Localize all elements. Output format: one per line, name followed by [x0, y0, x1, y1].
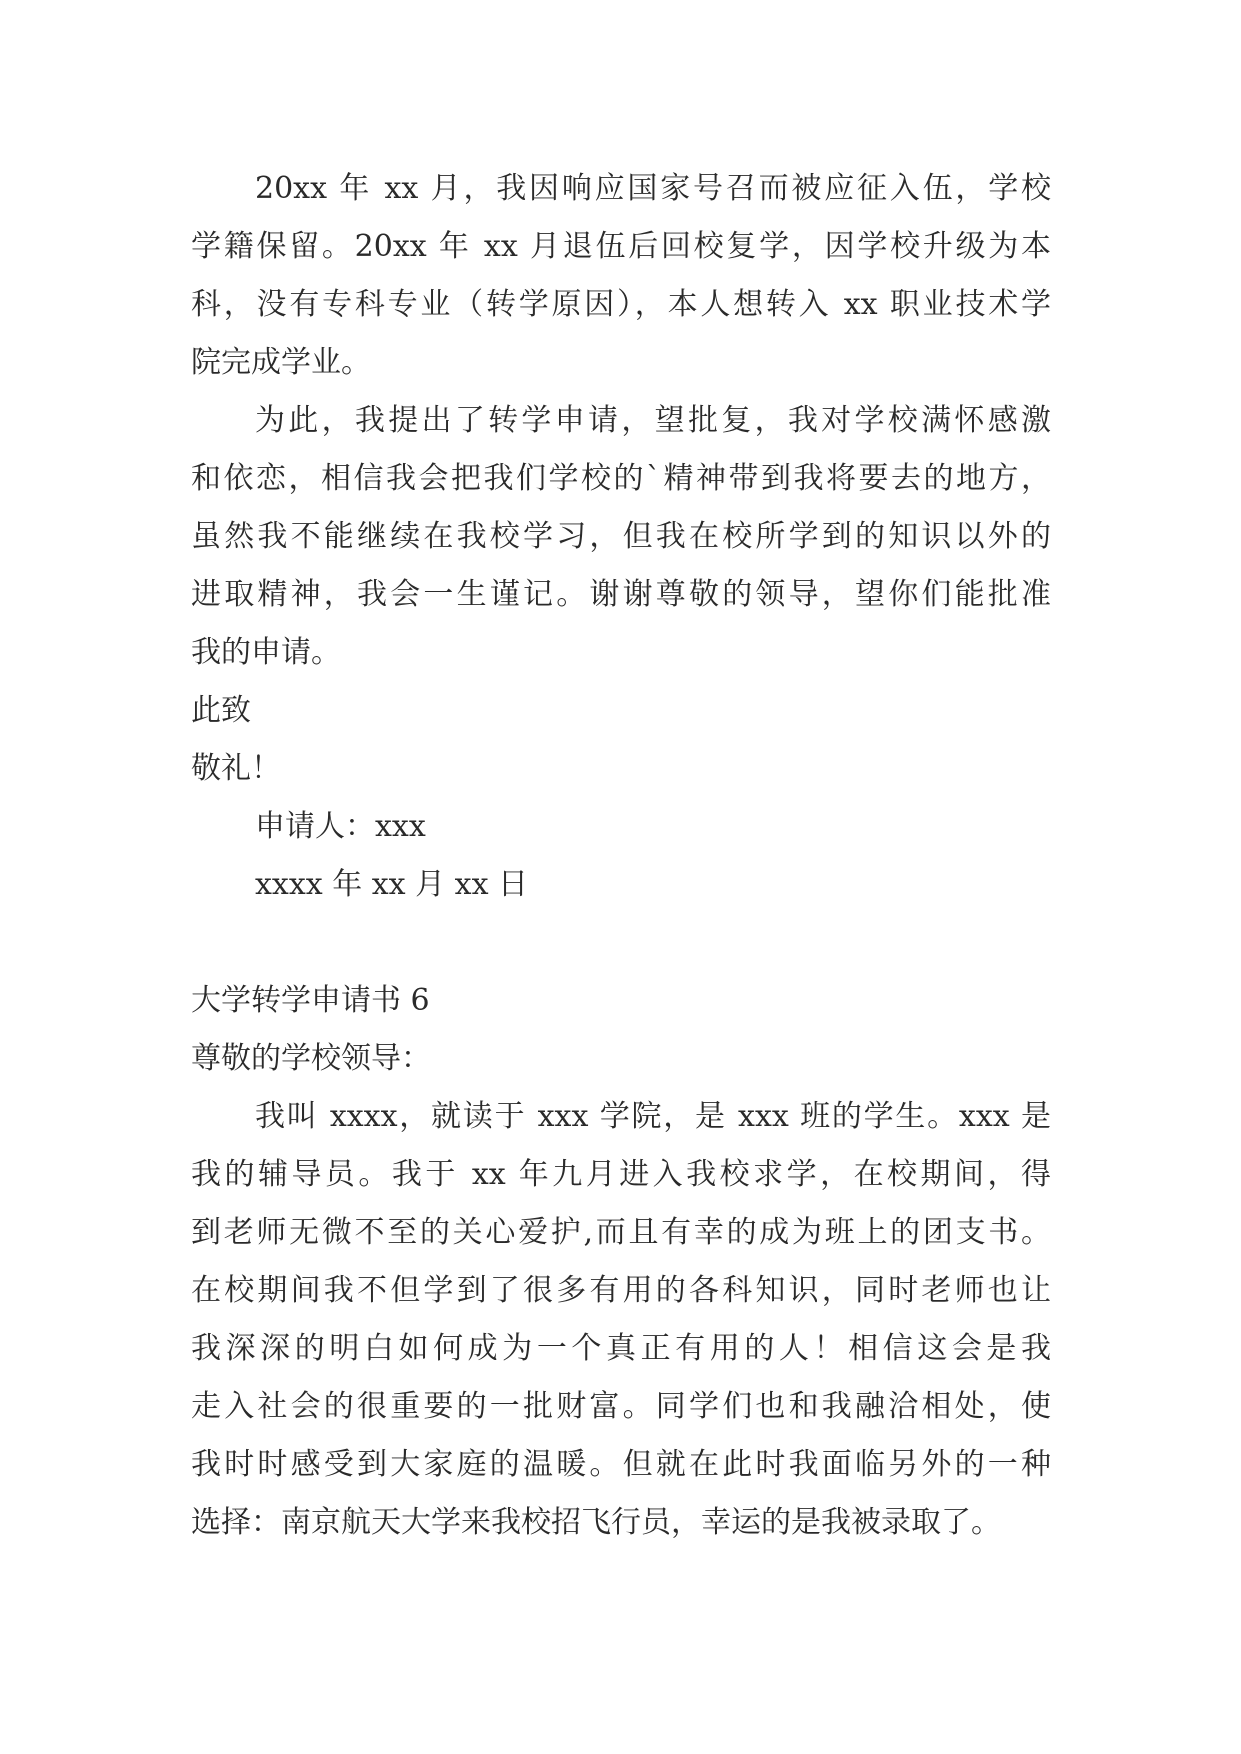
paragraph-line: 院完成学业。 — [191, 345, 371, 380]
greeting: 尊敬的学校领导： — [191, 1041, 431, 1076]
closing-salutation: 此致 — [191, 693, 251, 728]
closing-regards: 敬礼！ — [191, 751, 281, 786]
paragraph-line: 我深深的明白如何成为一个真正有用的人！相信这会是我 — [191, 1331, 1051, 1366]
paragraph-line: 选择：南京航天大学来我校招飞行员，幸运的是我被录取了。 — [191, 1505, 1001, 1540]
paragraph-line: 科，没有专科专业（转学原因），本人想转入 xx 职业技术学 — [191, 287, 1051, 322]
signature-date: xxxx 年 xx 月 xx 日 — [255, 867, 529, 902]
paragraph-line: 在校期间我不但学到了很多有用的各科知识，同时老师也让 — [191, 1273, 1051, 1308]
paragraph-line: 我叫 xxxx，就读于 xxx 学院，是 xxx 班的学生。xxx 是 — [255, 1099, 1051, 1134]
paragraph-line: 走入社会的很重要的一批财富。同学们也和我融洽相处，使 — [191, 1389, 1051, 1424]
paragraph-line: 虽然我不能继续在我校学习，但我在校所学到的知识以外的 — [191, 519, 1051, 554]
paragraph-line: 进取精神，我会一生谨记。谢谢尊敬的领导，望你们能批准 — [191, 577, 1051, 612]
paragraph-line: 我的申请。 — [191, 635, 341, 670]
paragraph-line: 和依恋，相信我会把我们学校的`精神带到我将要去的地方， — [191, 461, 1051, 496]
paragraph-line: 为此，我提出了转学申请，望批复，我对学校满怀感激 — [255, 403, 1051, 438]
paragraph-line: 学籍保留。20xx 年 xx 月退伍后回校复学，因学校升级为本 — [191, 229, 1051, 264]
section-gap — [191, 914, 1051, 972]
paragraph-line: 我的辅导员。我于 xx 年九月进入我校求学，在校期间，得 — [191, 1157, 1051, 1192]
section-title: 大学转学申请书 6 — [191, 983, 430, 1018]
paragraph-line: 20xx 年 xx 月，我因响应国家号召而被应征入伍，学校 — [255, 171, 1051, 206]
applicant-signature: 申请人：xxx — [255, 809, 426, 844]
paragraph-line: 我时时感受到大家庭的温暖。但就在此时我面临另外的一种 — [191, 1447, 1051, 1482]
document-body — [191, 160, 1051, 1552]
paragraph-line: 到老师无微不至的关心爱护,而且有幸的成为班上的团支书。 — [191, 1215, 1051, 1250]
